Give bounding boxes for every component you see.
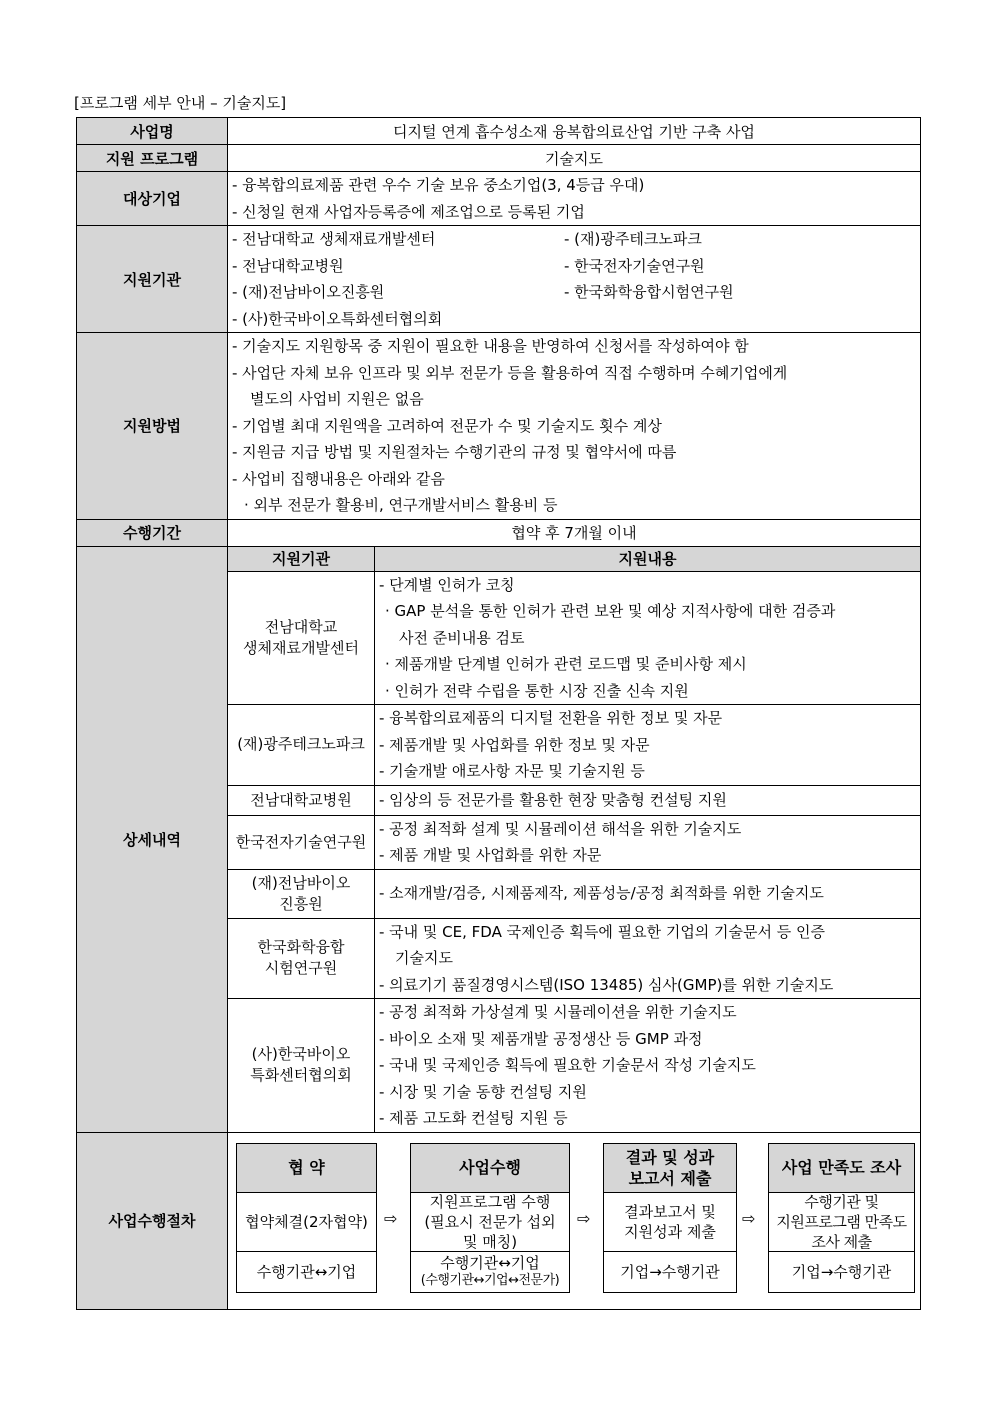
- details-content-cell: [375, 705, 921, 786]
- procedure-label: 사업수행절차: [77, 1132, 228, 1309]
- details-agency-line: 생체재료개발센터: [243, 638, 359, 657]
- step-title: 사업수행: [411, 1144, 569, 1193]
- details-content-line: - 바이오 소재 및 제품개발 공정생산 등 GMP 과정: [379, 1029, 703, 1048]
- method-line: - 기업별 최대 지원액을 고려하여 전문가 수 및 기술지도 횟수 계상: [232, 416, 662, 435]
- details-content-line: - 단계별 인허가 코칭: [379, 575, 515, 594]
- details-content-line: - 임상의 등 전문가를 활용한 현장 맞춤형 컨설팅 지원: [379, 790, 727, 809]
- step-desc: 수행기관 및 지원프로그램 만족도 조사 제출: [769, 1193, 914, 1252]
- details-agency-line: 특화센터협의회: [250, 1066, 352, 1085]
- method-content: [228, 333, 921, 520]
- details-content-line: - 시장 및 기술 동향 컨설팅 지원: [379, 1082, 587, 1101]
- step-title: 결과 및 성과 보고서 제출: [604, 1144, 736, 1193]
- details-content-line: - 의료기기 품질경영시스템(ISO 13485) 심사(GMP)를 위한 기술지도: [379, 975, 834, 994]
- details-content-line: · GAP 분석을 통한 인허가 관련 보완 및 예상 지적사항에 대한 검증과: [385, 602, 836, 620]
- details-agency-line: 한국화학융합: [257, 938, 345, 957]
- details-content-line: - 융복합의료제품의 디지털 전환을 위한 정보 및 자문: [379, 709, 723, 727]
- details-content-line: - 공정 최적화 설계 및 시뮬레이션 해석을 위한 기술지도: [379, 819, 742, 838]
- project-value: 디지털 연계 흡수성소재 융복합의료산업 기반 구축 사업: [228, 118, 921, 145]
- details-row: [228, 571, 920, 705]
- details-content-line: - 소재개발/검증, 시제품제작, 제품성능/공정 최적화를 위한 기술지도: [379, 884, 824, 903]
- details-agency-line: 시험연구원: [264, 959, 338, 978]
- method-label: 지원방법: [77, 333, 228, 520]
- details-agency-line: (재)전남바이오: [251, 873, 351, 892]
- project-label: 사업명: [77, 118, 228, 145]
- details-agency-line: 전남대학교: [264, 617, 338, 636]
- details-content-line: - 제품개발 및 사업화를 위한 정보 및 자문: [379, 735, 650, 754]
- method-line: · 외부 전문가 활용비, 연구개발서비스 활용비 등: [244, 496, 558, 514]
- arrow-icon: ⇨: [384, 1208, 398, 1228]
- details-row: [228, 785, 920, 815]
- step-desc: 결과보고서 및 지원성과 제출: [604, 1193, 736, 1252]
- step-title: 사업 만족도 조사: [769, 1144, 914, 1193]
- arrow-icon: ⇨: [577, 1208, 591, 1228]
- details-content-line: - 국내 및 국제인증 획득에 필요한 기술문서 작성 기술지도: [379, 1056, 756, 1074]
- agency-item: - 한국전자기술연구원: [564, 256, 705, 275]
- details-content-line: - 제품 개발 및 사업화를 위한 자문: [379, 846, 602, 864]
- details-agency: [228, 999, 375, 1132]
- step-flow: 기업→수행기관: [620, 1262, 720, 1281]
- step-execution: [410, 1143, 570, 1293]
- details-content-cell: [375, 571, 921, 705]
- details-agency-line: (사)한국바이오: [251, 1045, 351, 1064]
- details-row: [228, 815, 920, 869]
- details-agency-line: 전남대학교병원: [250, 790, 352, 809]
- details-content-cell: [375, 869, 921, 918]
- details-content-cell: [375, 918, 921, 999]
- details-table: [228, 547, 920, 1132]
- details-row: [228, 918, 920, 999]
- details-agency: [228, 785, 375, 815]
- step-survey: [768, 1143, 915, 1293]
- period-value: 협약 후 7개월 이내: [228, 519, 921, 546]
- agency-item: - 한국화학융합시험연구원: [564, 283, 734, 301]
- details-content-line: 사전 준비내용 검토: [399, 628, 525, 647]
- procedure-content: [228, 1132, 921, 1309]
- method-line: - 지원금 지급 방법 및 지원절차는 수행기관의 규정 및 협약서에 따름: [232, 443, 677, 461]
- target-line: - 융복합의료제품 관련 우수 기술 보유 중소기업(3, 4등급 우대): [232, 176, 645, 194]
- target-label: 대상기업: [77, 172, 228, 226]
- program-info-table: [76, 117, 921, 1310]
- procedure-flow: [228, 1133, 920, 1309]
- details-content-line: · 제품개발 단계별 인허가 관련 로드맵 및 준비사항 제시: [385, 655, 747, 673]
- details-content-line: 기술지도: [395, 949, 453, 967]
- method-line: - 기술지도 지원항목 중 지원이 필요한 내용을 반영하여 신청서를 작성하여야 함: [232, 337, 749, 355]
- agencies-content: [228, 226, 921, 333]
- details-agency: [228, 571, 375, 705]
- details-row: [228, 999, 920, 1132]
- program-label: 지원 프로그램: [77, 145, 228, 172]
- agency-item: - (재)광주테크노파크: [564, 230, 702, 248]
- agency-item: - 전남대학교 생체재료개발센터: [232, 230, 436, 248]
- page-caption: [프로그램 세부 안내 – 기술지도]: [74, 94, 287, 112]
- agency-item: - 전남대학교병원: [232, 256, 344, 275]
- arrow-icon: ⇨: [742, 1208, 756, 1228]
- program-value: 기술지도: [228, 145, 921, 172]
- method-line: 별도의 사업비 지원은 없음: [250, 390, 424, 408]
- details-col-agency: 지원기관: [228, 547, 375, 572]
- step-flow: 수행기관↔기업: [256, 1262, 357, 1281]
- details-agency-line: (재)광주테크노파크: [237, 735, 365, 754]
- details-agency-line: 한국전자기술연구원: [235, 832, 367, 851]
- details-agency: [228, 815, 375, 869]
- details-content-cell: [375, 999, 921, 1132]
- details-agency-line: 진흥원: [279, 894, 323, 913]
- agency-item: - (재)전남바이오진흥원: [232, 283, 385, 301]
- details-content-line: · 인허가 전략 수립을 통한 시장 진출 신속 지원: [385, 681, 689, 700]
- details-content-line: - 기술개발 애로사항 자문 및 기술지원 등: [379, 762, 645, 780]
- method-line: - 사업비 집행내용은 아래와 같음: [232, 469, 445, 488]
- details-content-line: - 공정 최적화 가상설계 및 시뮬레이션을 위한 기술지도: [379, 1003, 737, 1021]
- details-content-line: - 국내 및 CE, FDA 국제인증 획득에 필요한 기업의 기술문서 등 인증: [379, 922, 826, 941]
- details-row: [228, 705, 920, 786]
- details-content-cell: [375, 785, 921, 815]
- step-report: [603, 1143, 737, 1293]
- period-label: 수행기간: [77, 519, 228, 546]
- details-label: 상세내역: [77, 546, 228, 1132]
- step-desc: 협약체결(2자협약): [237, 1193, 376, 1252]
- details-agency: [228, 869, 375, 918]
- step-flow: 기업→수행기관: [791, 1262, 892, 1281]
- details-col-content: 지원내용: [375, 547, 921, 572]
- agency-item: - (사)한국바이오특화센터협의회: [232, 309, 443, 328]
- details-content-line: - 제품 고도화 컨설팅 지원 등: [379, 1109, 568, 1127]
- method-line: - 사업단 자체 보유 인프라 및 외부 전문가 등을 활용하여 직접 수행하며 수혜기업에게: [232, 363, 788, 382]
- agencies-label: 지원기관: [77, 226, 228, 333]
- step-contract: [236, 1143, 377, 1293]
- target-content: [228, 172, 921, 226]
- details-content-cell: [375, 815, 921, 869]
- target-line: - 신청일 현재 사업자등록증에 제조업으로 등록된 기업: [232, 202, 585, 221]
- details-agency: [228, 918, 375, 999]
- step-desc: 지원프로그램 수행 (필요시 전문가 섭외 및 매칭): [411, 1193, 569, 1252]
- details-agency: [228, 705, 375, 786]
- step-flow: 수행기관↔기업 (수행기관↔기업↔전문가): [420, 1253, 560, 1288]
- details-content: [228, 546, 921, 1132]
- details-row: [228, 869, 920, 918]
- step-title: 협 약: [237, 1144, 376, 1193]
